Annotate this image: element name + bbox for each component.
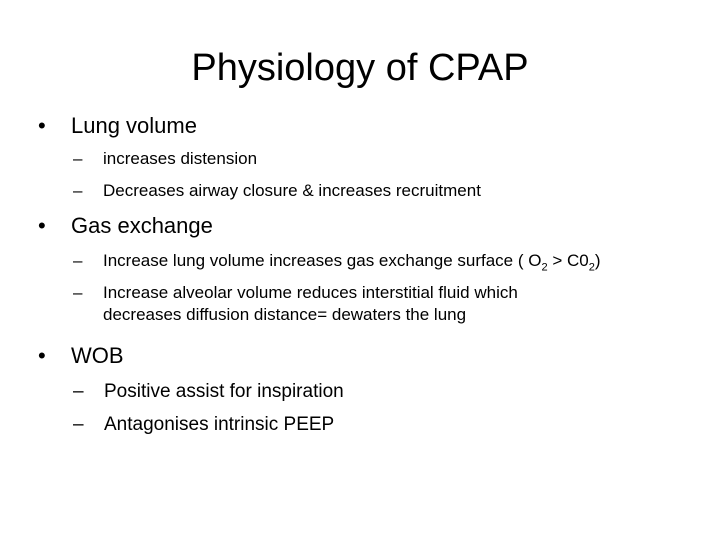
bullet-lung-volume xyxy=(38,112,197,140)
sub-item-text: Increase alveolar volume reduces interstitial fluid which decreases diffusion distance= dewaters the lung xyxy=(103,283,518,324)
dash-icon: – xyxy=(73,283,83,302)
dash-icon: – xyxy=(73,381,84,402)
bullet-heading: Lung volume xyxy=(71,113,197,138)
sub-item xyxy=(73,413,334,437)
bullet-gas-exchange xyxy=(38,212,213,240)
slide-title: Physiology of CPAP xyxy=(191,47,529,89)
sub-item-text: Positive assist for inspiration xyxy=(104,381,344,402)
sub-item-text: Decreases airway closure & increases recruitment xyxy=(103,181,481,200)
dash-icon: – xyxy=(73,414,84,435)
sub-item xyxy=(73,180,481,202)
bullet-icon: • xyxy=(38,343,46,368)
sub-item-text: Antagonises intrinsic PEEP xyxy=(104,414,335,435)
sub-item xyxy=(73,380,344,404)
dash-icon: – xyxy=(73,181,83,200)
dash-icon: – xyxy=(73,149,83,168)
bullet-wob xyxy=(38,342,124,370)
bullet-heading: WOB xyxy=(71,343,124,368)
sub-item xyxy=(73,148,257,170)
sub-item-text: increases distension xyxy=(103,149,258,168)
bullet-heading: Gas exchange xyxy=(71,213,213,238)
bullet-icon: • xyxy=(38,113,46,138)
sub-item xyxy=(73,250,601,278)
sub-item-text: Increase lung volume increases gas exchange surface ( $O_2 > C0_2$) xyxy=(103,251,601,274)
dash-icon: – xyxy=(73,251,83,270)
bullet-icon: • xyxy=(38,213,46,238)
sub-item xyxy=(73,282,518,326)
